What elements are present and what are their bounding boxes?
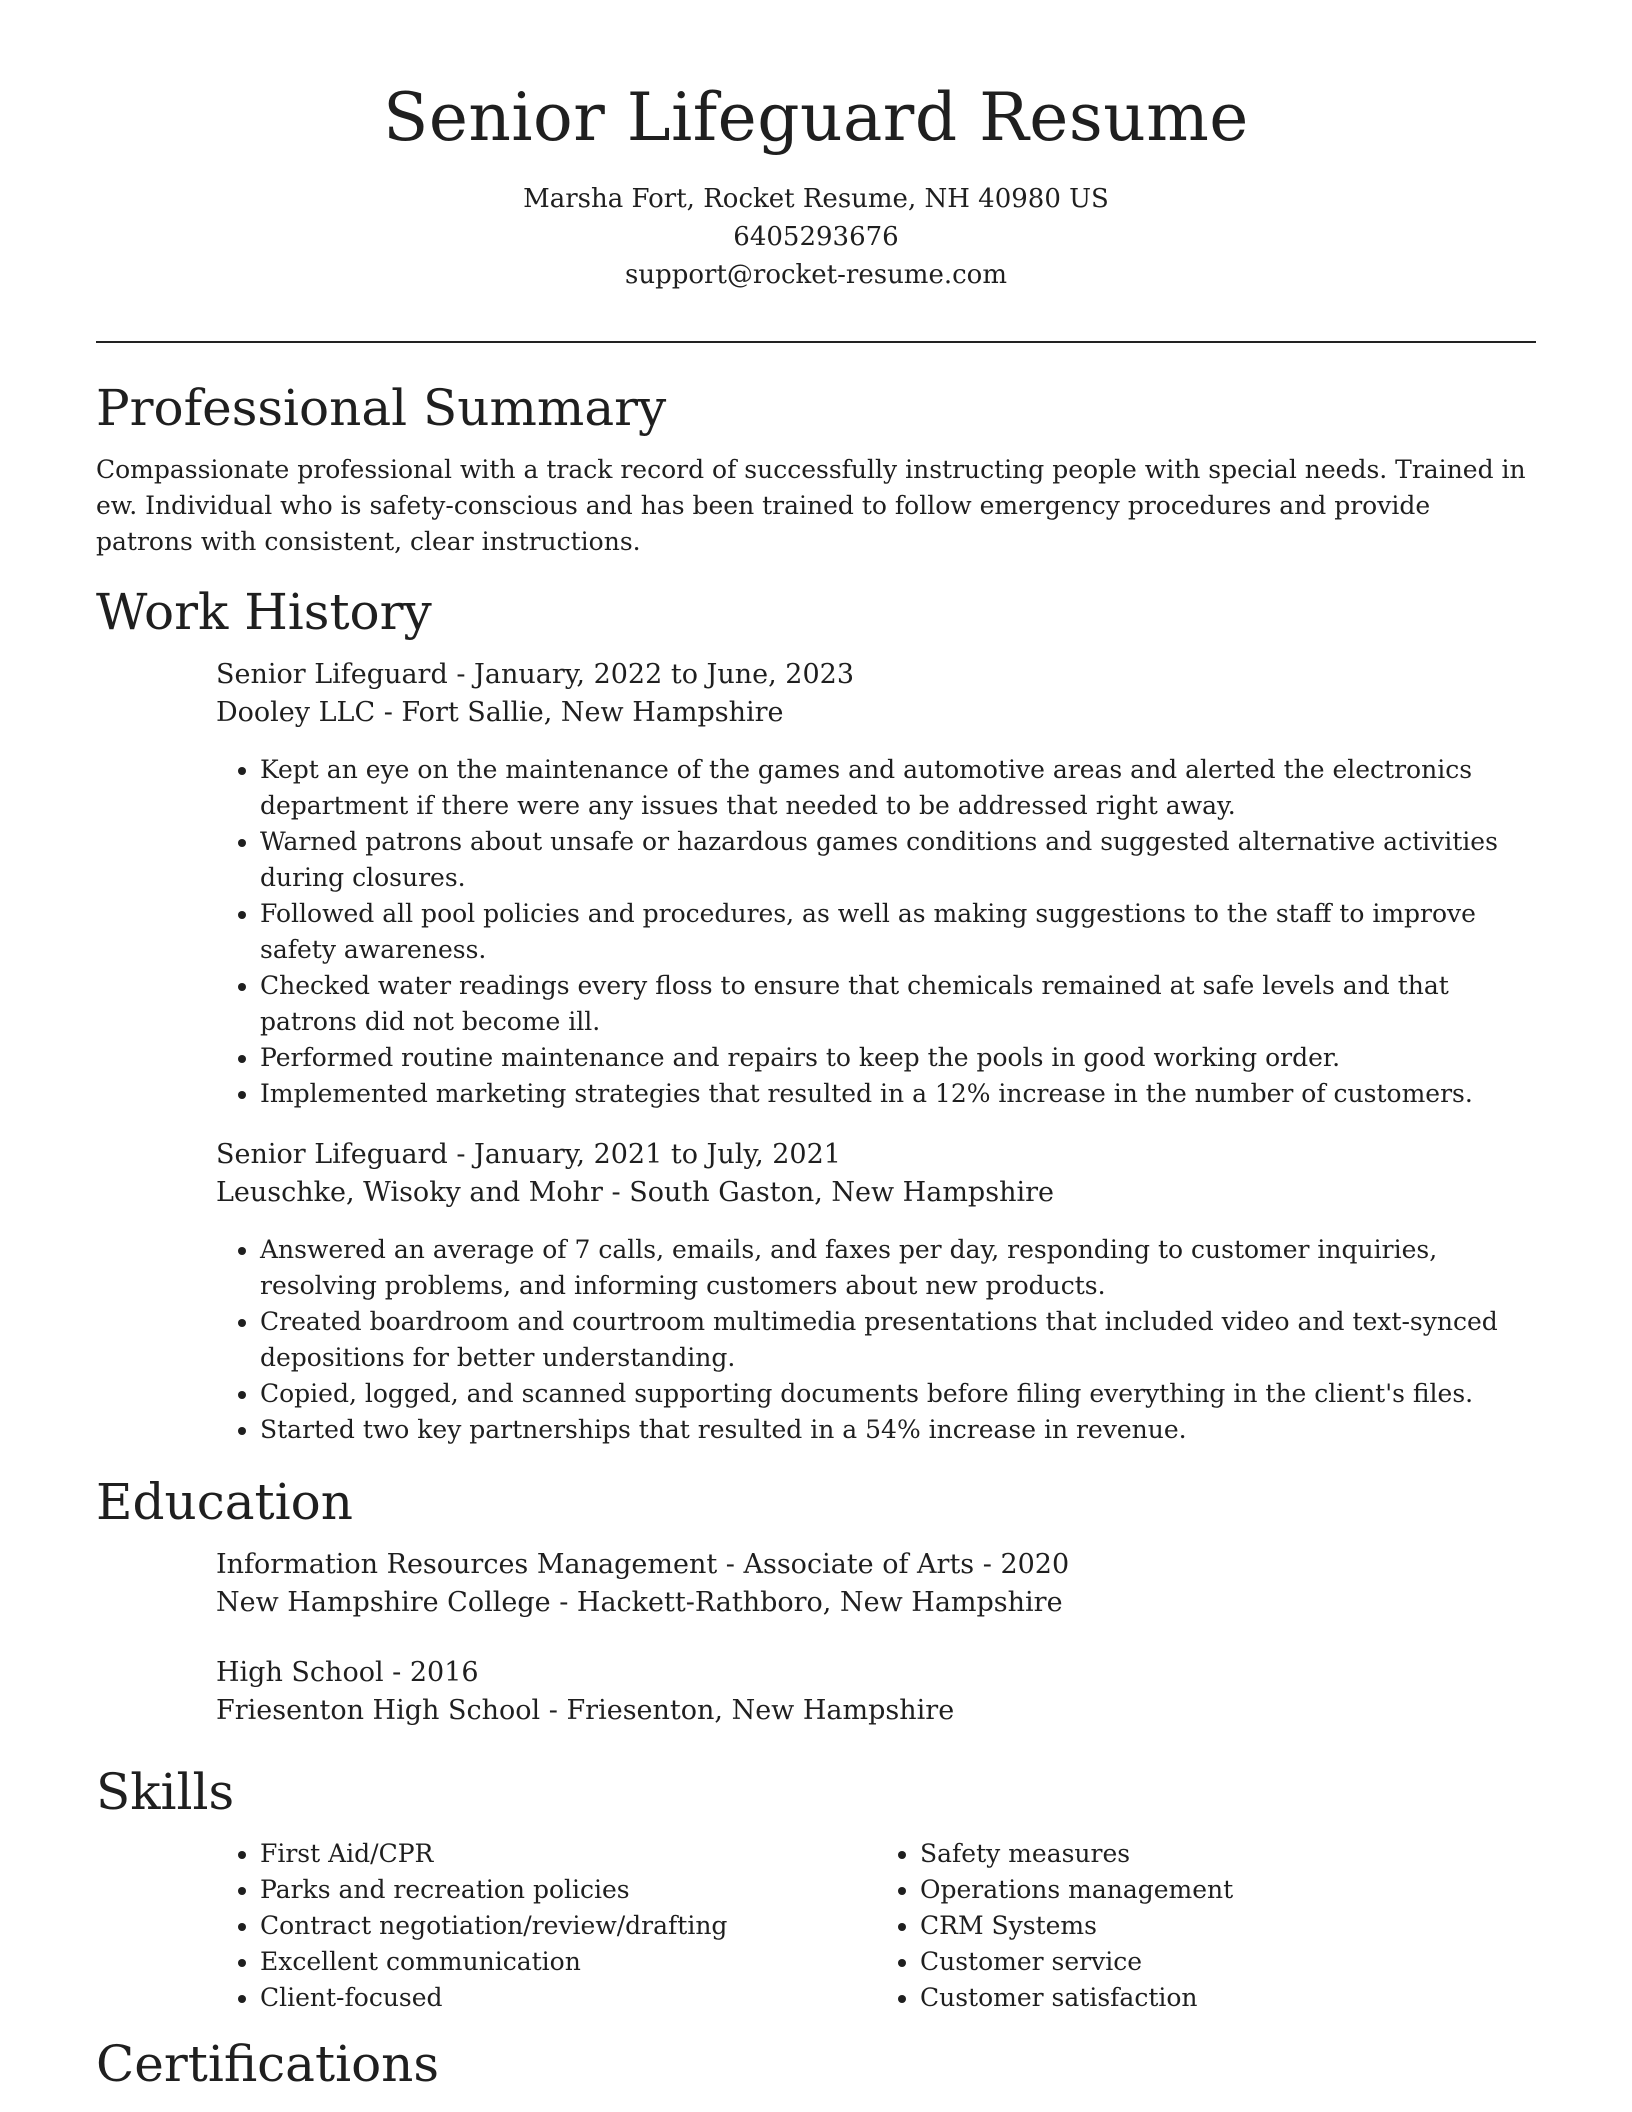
header-divider (96, 341, 1536, 343)
education-year: - 2016 (383, 1657, 479, 1688)
education-entry (216, 1546, 1536, 1622)
education-location: - Friesenton, New Hampshire (540, 1695, 955, 1726)
resume-header (0, 80, 1632, 294)
skill-item: • Parks and recreation policies (260, 1872, 876, 1908)
education-degree-line (216, 1546, 1536, 1584)
skill-item: • Customer service (920, 1944, 1536, 1980)
contact-address: Marsha Fort, Rocket Resume, NH 40980 US (523, 183, 1109, 214)
work-history-heading: Work History (96, 583, 432, 641)
education-school: New Hampshire College (216, 1587, 551, 1618)
education-school: Friesenton High School (216, 1695, 541, 1726)
skills-grid (216, 1836, 1536, 2016)
job-bullet: • Checked water readings every floss to ensure that chemicals remained at safe levels and that patrons did not become ill. (260, 968, 1536, 1040)
certifications-section (96, 2034, 1536, 2094)
job-bullet: • Answered an average of 7 calls, emails, and faxes per day, responding to customer inquiries, resolving problems, and informing customers about new products. (260, 1232, 1536, 1304)
job-company-line (216, 1174, 1536, 1212)
job-entry (216, 1136, 1536, 1448)
job-bullet: • Kept an eye on the maintenance of the games and automotive areas and alerted the electronics department if there were any issues that needed to be addressed right away. (260, 752, 1536, 824)
skill-item: • Contract negotiation/review/drafting (260, 1908, 876, 1944)
job-location: - Fort Sallie, New Hampshire (375, 697, 784, 728)
skills-heading: Skills (96, 1763, 235, 1821)
job-bullet: • Followed all pool policies and procedures, as well as making suggestions to the staff to improve safety awareness. (260, 896, 1536, 968)
contact-phone: 6405293676 (733, 221, 899, 252)
summary-text: Compassionate professional with a track record of successfully instructing people with special needs. Trained in ew. Individual who is safety-conscious and has been trained to follow emergency procedures and provide patrons with consistent, clear instructions. (96, 455, 1526, 556)
job-title: Senior Lifeguard (216, 659, 448, 690)
education-heading: Education (96, 1473, 353, 1531)
job-title: Senior Lifeguard (216, 1139, 448, 1170)
skills-column-left (216, 1836, 876, 2016)
certifications-heading: Certifications (96, 2035, 440, 2093)
job-title-line (216, 656, 1536, 694)
job-bullet: • Implemented marketing strategies that resulted in a 12% increase in the number of customers. (260, 1076, 1536, 1112)
job-bullets (216, 1232, 1536, 1448)
contact-email: support@rocket-resume.com (624, 259, 1007, 290)
education-year: - 2020 (974, 1549, 1070, 1580)
skills-column-right (876, 1836, 1536, 2016)
education-field: Information Resources Management (216, 1549, 718, 1580)
summary-heading: Professional Summary (96, 379, 667, 437)
education-school-line (216, 1692, 1536, 1730)
job-bullets (216, 752, 1536, 1112)
job-dates: - January, 2021 to July, 2021 (447, 1139, 841, 1170)
resume-body (96, 378, 1536, 2108)
job-location: - South Gaston, New Hampshire (602, 1177, 1054, 1208)
skill-item: • Safety measures (920, 1836, 1536, 1872)
skill-item: • First Aid/CPR (260, 1836, 876, 1872)
work-history-section (96, 582, 1536, 1448)
job-bullet: • Started two key partnerships that resulted in a 54% increase in revenue. (260, 1412, 1536, 1448)
education-degree: - Associate of Arts (717, 1549, 975, 1580)
education-entry (216, 1654, 1536, 1730)
education-location: - Hackett-Rathboro, New Hampshire (550, 1587, 1063, 1618)
education-field: High School (216, 1657, 384, 1688)
job-entry (216, 656, 1536, 1112)
job-dates: - January, 2022 to June, 2023 (447, 659, 855, 690)
job-title-line (216, 1136, 1536, 1174)
job-company: Leuschke, Wisoky and Mohr (216, 1177, 603, 1208)
job-company: Dooley LLC (216, 697, 376, 728)
education-section (96, 1472, 1536, 1730)
job-bullet: • Copied, logged, and scanned supporting documents before filing everything in the client's files. (260, 1376, 1536, 1412)
skill-item: • Customer satisfaction (920, 1980, 1536, 2016)
skill-item: • Operations management (920, 1872, 1536, 1908)
job-bullet: • Created boardroom and courtroom multimedia presentations that included video and text-synced depositions for better understanding. (260, 1304, 1536, 1376)
skills-section (96, 1762, 1536, 2016)
skill-item: • Client-focused (260, 1980, 876, 2016)
skill-item: • CRM Systems (920, 1908, 1536, 1944)
skill-item: • Excellent communication (260, 1944, 876, 1980)
education-school-line (216, 1584, 1536, 1622)
education-degree-line (216, 1654, 1536, 1692)
job-bullet: • Warned patrons about unsafe or hazardous games conditions and suggested alternative activities during closures. (260, 824, 1536, 896)
job-bullet: • Performed routine maintenance and repairs to keep the pools in good working order. (260, 1040, 1536, 1076)
summary-section (96, 378, 1536, 560)
job-company-line (216, 694, 1536, 732)
resume-title: Senior Lifeguard Resume (383, 79, 1249, 156)
